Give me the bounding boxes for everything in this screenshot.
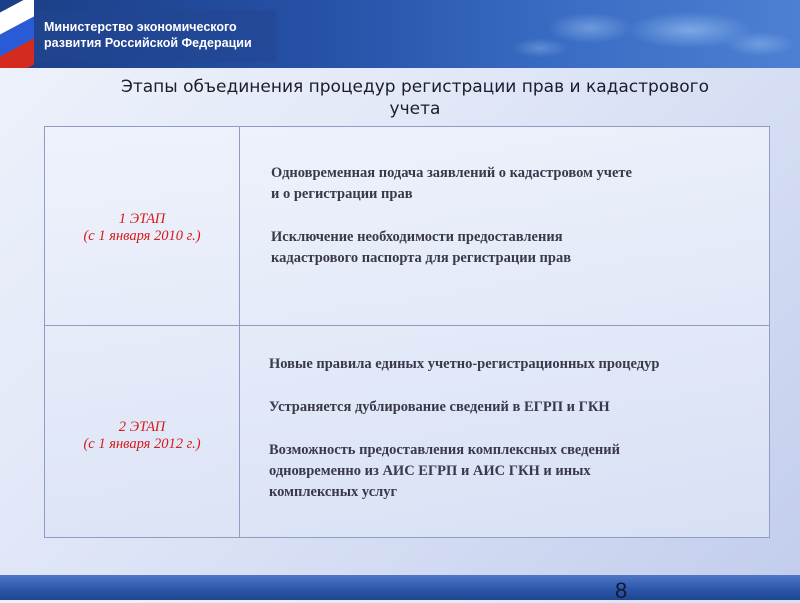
russian-flag-icon [0, 0, 34, 68]
table-divider-horizontal [45, 325, 769, 326]
stage-2-item-3-line3: комплексных услуг [269, 484, 398, 500]
stage-1-name: 1 ЭТАП [118, 211, 166, 227]
stage-2-item-1-line1: Новые правила единых учетно-регистрационных процедур [269, 356, 660, 372]
stage-1-date: (с 1 января 2010 г.) [83, 228, 201, 244]
header-band [0, 0, 800, 68]
footer-band [0, 575, 800, 603]
slide-title-line1: Этапы объединения процедур регистрации прав и кадастрового [120, 77, 709, 97]
stage-1-label [45, 211, 239, 245]
stage-1-item-2-line2: кадастрового паспорта для регистрации прав [271, 250, 572, 266]
stage-2-date: (с 1 января 2012 г.) [83, 436, 201, 452]
stage-1-item-1-line1: Одновременная подача заявлений о кадастровом учете [271, 165, 632, 181]
stages-table [44, 126, 770, 538]
stage-1-item-2-line1: Исключение необходимости предоставления [271, 229, 563, 245]
stage-2-item-3-line2: одновременно из АИС ЕГРП и АИС ГКН и иных [269, 463, 591, 479]
stage-2-description [269, 354, 659, 503]
ministry-name-line1: Министерство экономического [44, 20, 237, 34]
stage-2-item-2-line1: Устраняется дублирование сведений в ЕГРП и ГКН [269, 399, 610, 415]
stage-2-name: 2 ЭТАП [118, 419, 166, 435]
page-number: 8 [615, 578, 628, 603]
slide-title-line2: учета [389, 99, 441, 119]
ministry-name [44, 19, 276, 59]
stage-1-description [271, 163, 632, 269]
stage-2-label [45, 419, 239, 453]
ministry-name-line2: развития Российской Федерации [44, 36, 252, 50]
stage-2-item-3-line1: Возможность предоставления комплексных сведений [269, 442, 620, 458]
world-map-decoration [500, 0, 800, 68]
slide-title [45, 76, 785, 120]
stage-1-item-1-line2: и о регистрации прав [271, 186, 413, 202]
table-divider-vertical [239, 127, 240, 537]
